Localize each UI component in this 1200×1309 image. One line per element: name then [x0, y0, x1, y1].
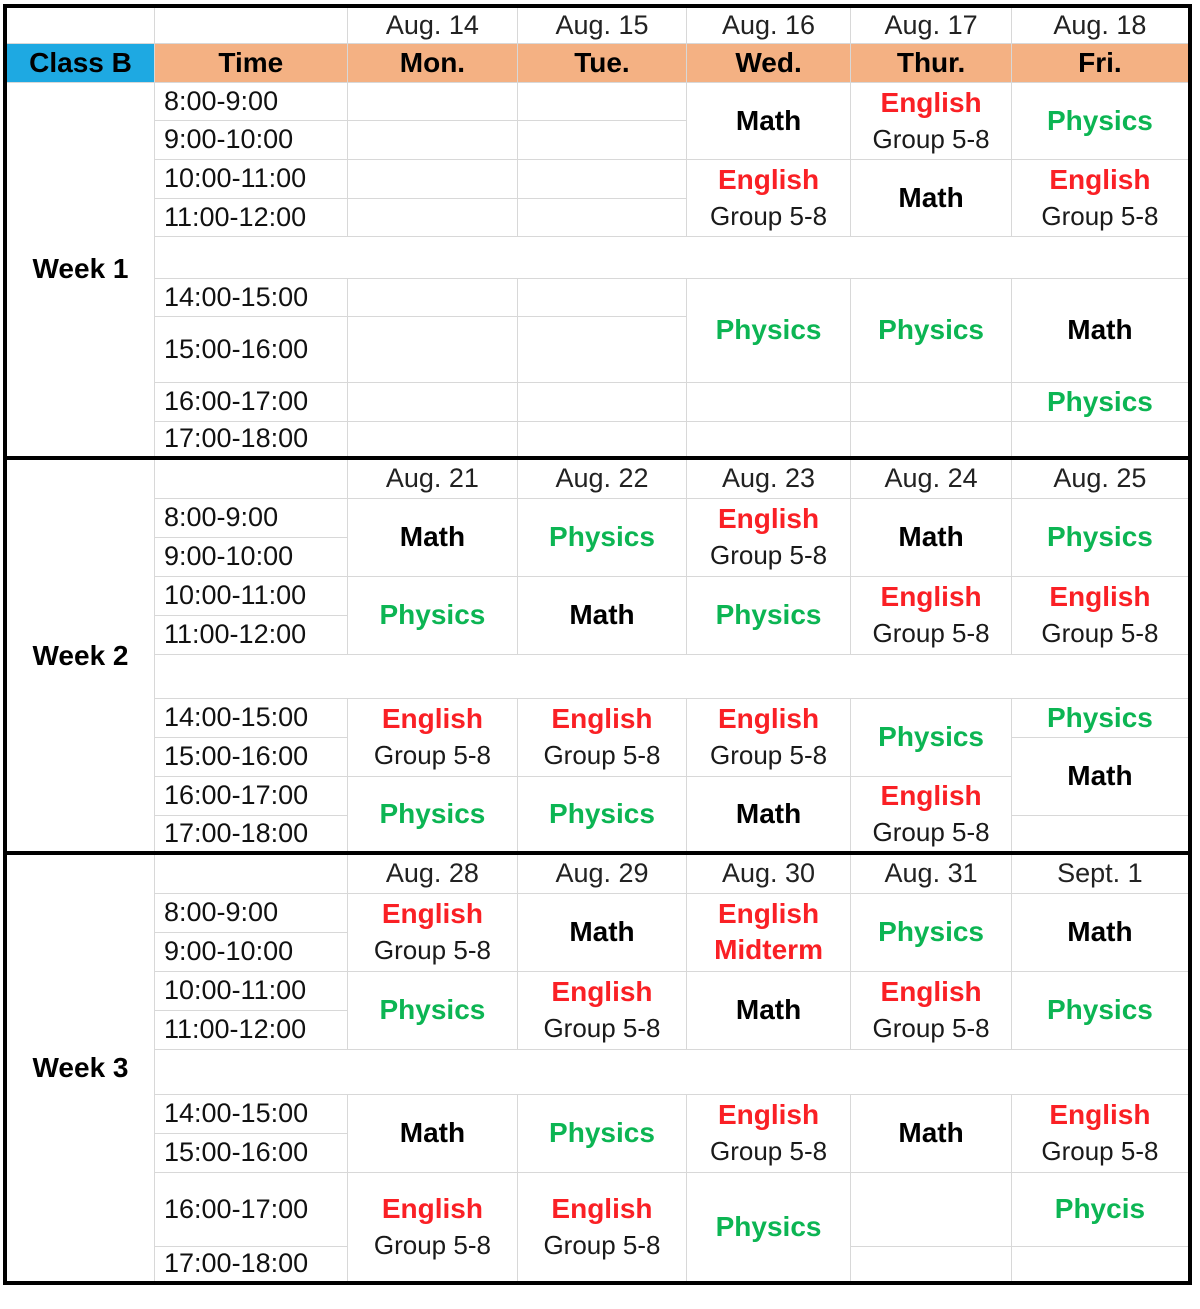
subject-line: Group 5-8 [872, 123, 990, 154]
date-cell: Aug. 24 [851, 458, 1012, 498]
empty-cell [518, 120, 687, 159]
time-column-spacer [155, 6, 348, 43]
subject-line: English [1049, 1099, 1151, 1130]
subject-line: Group 5-8 [1041, 200, 1159, 231]
time-slot: 9:00-10:00 [155, 932, 348, 971]
time-slot: 11:00-12:00 [155, 1010, 348, 1049]
table-row [5, 698, 1190, 737]
empty-cell [518, 278, 687, 316]
time-slot: 14:00-15:00 [155, 1094, 348, 1133]
subject-line: Group 5-8 [710, 1136, 828, 1166]
date-cell: Aug. 31 [851, 853, 1012, 893]
class-cell [518, 971, 687, 1049]
table-row [5, 382, 1190, 421]
empty-cell [518, 198, 687, 236]
class-cell [851, 576, 1012, 654]
class-cell [1011, 382, 1190, 421]
class-cell [1011, 1172, 1190, 1246]
empty-cell [347, 159, 518, 198]
subject-line: Math [399, 1117, 466, 1148]
time-slot: 8:00-9:00 [155, 82, 348, 120]
table-row [5, 421, 1190, 458]
time-slot: 15:00-16:00 [155, 737, 348, 776]
subject-line: Group 5-8 [872, 816, 990, 847]
subject-line: Math [735, 797, 802, 829]
class-cell [518, 498, 687, 576]
date-cell: Aug. 14 [347, 6, 518, 43]
empty-cell [686, 421, 851, 458]
time-slot: 17:00-18:00 [155, 421, 348, 458]
time-slot: 10:00-11:00 [155, 971, 348, 1010]
subject-line: Physics [715, 314, 822, 345]
class-cell [686, 893, 851, 971]
class-cell [347, 498, 518, 576]
class-cell [686, 776, 851, 853]
class-cell [851, 1094, 1012, 1172]
empty-cell [518, 382, 687, 421]
time-slot: 8:00-9:00 [155, 893, 348, 932]
date-cell: Aug. 22 [518, 458, 687, 498]
class-cell [518, 576, 687, 654]
date-cell: Aug. 16 [686, 6, 851, 43]
subject-line: Group 5-8 [1041, 618, 1159, 648]
subject-line: English [1049, 581, 1151, 612]
date-cell: Aug. 18 [1011, 6, 1190, 43]
class-cell [851, 893, 1012, 971]
subject-line: English [1049, 163, 1151, 195]
time-slot: 16:00-17:00 [155, 382, 348, 421]
class-cell [518, 776, 687, 853]
class-cell [851, 498, 1012, 576]
table-row [5, 82, 1190, 120]
time-slot: 15:00-16:00 [155, 1133, 348, 1172]
subject-line: Group 5-8 [373, 935, 491, 965]
subject-line: English [880, 581, 982, 612]
empty-cell [518, 421, 687, 458]
date-cell: Aug. 23 [686, 458, 851, 498]
day-header: Mon. [347, 43, 518, 82]
subject-line: English [717, 1099, 820, 1130]
subject-line: Math [1067, 916, 1133, 947]
subject-line: Math [898, 181, 964, 213]
empty-cell [1011, 815, 1190, 853]
date-cell: Aug. 28 [347, 853, 518, 893]
empty-cell [851, 382, 1012, 421]
time-slot: 9:00-10:00 [155, 537, 348, 576]
date-cell: Aug. 21 [347, 458, 518, 498]
gap-row [155, 654, 1191, 698]
empty-cell [347, 82, 518, 120]
table-row [5, 498, 1190, 537]
class-cell [347, 576, 518, 654]
date-cell: Sept. 1 [1011, 853, 1190, 893]
subject-line: English [880, 86, 982, 118]
date-cell: Aug. 29 [518, 853, 687, 893]
class-cell [851, 278, 1012, 382]
subject-line: English [717, 503, 820, 534]
subject-line: Group 5-8 [373, 740, 491, 770]
class-cell [851, 698, 1012, 776]
subject-line: English [717, 703, 820, 734]
subject-line: Physics [549, 1117, 655, 1148]
subject-line: English [880, 976, 982, 1007]
empty-cell [347, 278, 518, 316]
subject-line: Group 5-8 [543, 740, 661, 770]
empty-cell [851, 1172, 1012, 1246]
class-cell [686, 576, 851, 654]
class-cell [686, 698, 851, 776]
subject-line: Physics [878, 314, 984, 345]
table-row [5, 971, 1190, 1010]
subject-line: Midterm [714, 934, 823, 965]
subject-line: Physics [379, 994, 486, 1025]
table-row [5, 576, 1190, 615]
class-cell [686, 498, 851, 576]
subject-line: English [381, 1192, 483, 1224]
table-row [5, 278, 1190, 316]
week-label: Week 2 [5, 458, 155, 853]
week-2-section [5, 458, 1190, 853]
subject-line: Group 5-8 [872, 618, 990, 648]
empty-cell [1011, 421, 1190, 458]
subject-line: Math [898, 1117, 964, 1148]
week-3-section [5, 853, 1190, 1283]
class-cell [347, 1172, 518, 1283]
time-slot: 17:00-18:00 [155, 815, 348, 853]
table-row [5, 853, 1190, 893]
subject-line: Physics [715, 1210, 822, 1242]
class-cell [347, 1094, 518, 1172]
time-slot: 10:00-11:00 [155, 576, 348, 615]
subject-line: Math [569, 916, 635, 947]
date-cell: Aug. 25 [1011, 458, 1190, 498]
class-cell [1011, 698, 1190, 737]
class-cell [1011, 159, 1190, 236]
subject-line: Physics [878, 916, 984, 947]
table-row [5, 1094, 1190, 1133]
time-slot: 14:00-15:00 [155, 698, 348, 737]
empty-cell [347, 316, 518, 382]
subject-line: Group 5-8 [872, 1013, 990, 1043]
empty-cell [347, 421, 518, 458]
time-slot: 14:00-15:00 [155, 278, 348, 316]
subject-line: Physics [1046, 701, 1153, 733]
subject-line: Physics [379, 797, 486, 829]
class-cell [347, 698, 518, 776]
class-cell [1011, 278, 1190, 382]
empty-cell [851, 1246, 1012, 1283]
class-cell [851, 82, 1012, 159]
class-cell [1011, 1094, 1190, 1172]
time-slot: 11:00-12:00 [155, 615, 348, 654]
class-cell [518, 698, 687, 776]
class-cell [1011, 82, 1190, 159]
table-row [5, 236, 1190, 278]
subject-line: Group 5-8 [710, 200, 828, 231]
table-row [5, 1049, 1190, 1094]
subject-line: Math [735, 104, 802, 136]
subject-line: English [717, 163, 820, 195]
day-header: Tue. [518, 43, 687, 82]
day-header: Thur. [851, 43, 1012, 82]
time-slot: 10:00-11:00 [155, 159, 348, 198]
subject-line: English [551, 1192, 653, 1224]
empty-cell [851, 421, 1012, 458]
day-header: Wed. [686, 43, 851, 82]
subject-line: Group 5-8 [710, 740, 828, 770]
empty-cell [518, 316, 687, 382]
empty-cell [518, 159, 687, 198]
table-row [5, 43, 1190, 82]
corner-cell [5, 6, 155, 43]
date-cell: Aug. 15 [518, 6, 687, 43]
class-cell [347, 971, 518, 1049]
subject-line: English [880, 779, 982, 811]
subject-line: English [717, 898, 820, 929]
week-1-section [5, 6, 1190, 458]
gap-row [155, 236, 1191, 278]
empty-cell [347, 382, 518, 421]
subject-line: Physics [1046, 104, 1153, 136]
subject-line: Physics [379, 599, 486, 630]
subject-line: Math [735, 994, 802, 1025]
class-cell [518, 1094, 687, 1172]
time-column-spacer [155, 458, 348, 498]
empty-cell [1011, 1246, 1190, 1283]
table-row [5, 6, 1190, 43]
subject-line: Physics [1046, 521, 1153, 552]
subject-line: English [551, 976, 653, 1007]
time-slot: 16:00-17:00 [155, 776, 348, 815]
table-row [5, 458, 1190, 498]
week-label: Week 1 [5, 82, 155, 458]
subject-line: Math [1067, 760, 1133, 791]
class-cell [518, 893, 687, 971]
class-cell [1011, 576, 1190, 654]
class-cell [1011, 737, 1190, 815]
time-slot: 15:00-16:00 [155, 316, 348, 382]
class-cell [686, 1094, 851, 1172]
empty-cell [518, 82, 687, 120]
subject-line: Math [569, 599, 635, 630]
class-cell [851, 776, 1012, 853]
schedule-table [3, 4, 1192, 1285]
class-cell [518, 1172, 687, 1283]
class-cell [686, 971, 851, 1049]
class-cell [686, 159, 851, 236]
time-header: Time [155, 43, 348, 82]
class-cell [851, 971, 1012, 1049]
table-row [5, 654, 1190, 698]
subject-line: Physics [549, 797, 655, 829]
class-cell [851, 159, 1012, 236]
empty-cell [686, 382, 851, 421]
subject-line: Math [399, 521, 466, 552]
table-row [5, 159, 1190, 198]
date-cell: Aug. 17 [851, 6, 1012, 43]
subject-line: English [381, 898, 483, 929]
empty-cell [347, 198, 518, 236]
table-row [5, 893, 1190, 932]
time-slot: 9:00-10:00 [155, 120, 348, 159]
subject-line: Math [898, 521, 964, 552]
class-cell [347, 893, 518, 971]
subject-line: Physics [715, 599, 822, 630]
subject-line: English [381, 703, 483, 734]
subject-line: Physics [549, 521, 655, 552]
time-slot: 11:00-12:00 [155, 198, 348, 236]
time-slot: 17:00-18:00 [155, 1246, 348, 1283]
day-header: Fri. [1011, 43, 1190, 82]
subject-line: Physics [878, 721, 984, 752]
subject-line: Group 5-8 [373, 1229, 491, 1260]
week-label: Week 3 [5, 853, 155, 1283]
class-cell [686, 82, 851, 159]
subject-line: Math [1067, 314, 1133, 345]
subject-line: Group 5-8 [543, 1229, 661, 1260]
time-slot: 8:00-9:00 [155, 498, 348, 537]
class-cell [686, 278, 851, 382]
time-slot: 16:00-17:00 [155, 1172, 348, 1246]
class-cell [1011, 498, 1190, 576]
subject-line: Group 5-8 [1041, 1136, 1159, 1166]
class-cell [1011, 893, 1190, 971]
subject-line: Physics [1046, 385, 1153, 417]
class-cell [347, 776, 518, 853]
table-row [5, 1172, 1190, 1246]
date-cell: Aug. 30 [686, 853, 851, 893]
gap-row [155, 1049, 1191, 1094]
class-b-badge: Class B [5, 43, 155, 82]
empty-cell [347, 120, 518, 159]
time-column-spacer [155, 853, 348, 893]
class-cell [1011, 971, 1190, 1049]
subject-line: Physics [1046, 994, 1153, 1025]
class-cell [686, 1172, 851, 1283]
subject-line: English [551, 703, 653, 734]
subject-line: Group 5-8 [543, 1013, 661, 1043]
subject-line: Group 5-8 [710, 540, 828, 570]
subject-line: Phycis [1054, 1193, 1146, 1224]
